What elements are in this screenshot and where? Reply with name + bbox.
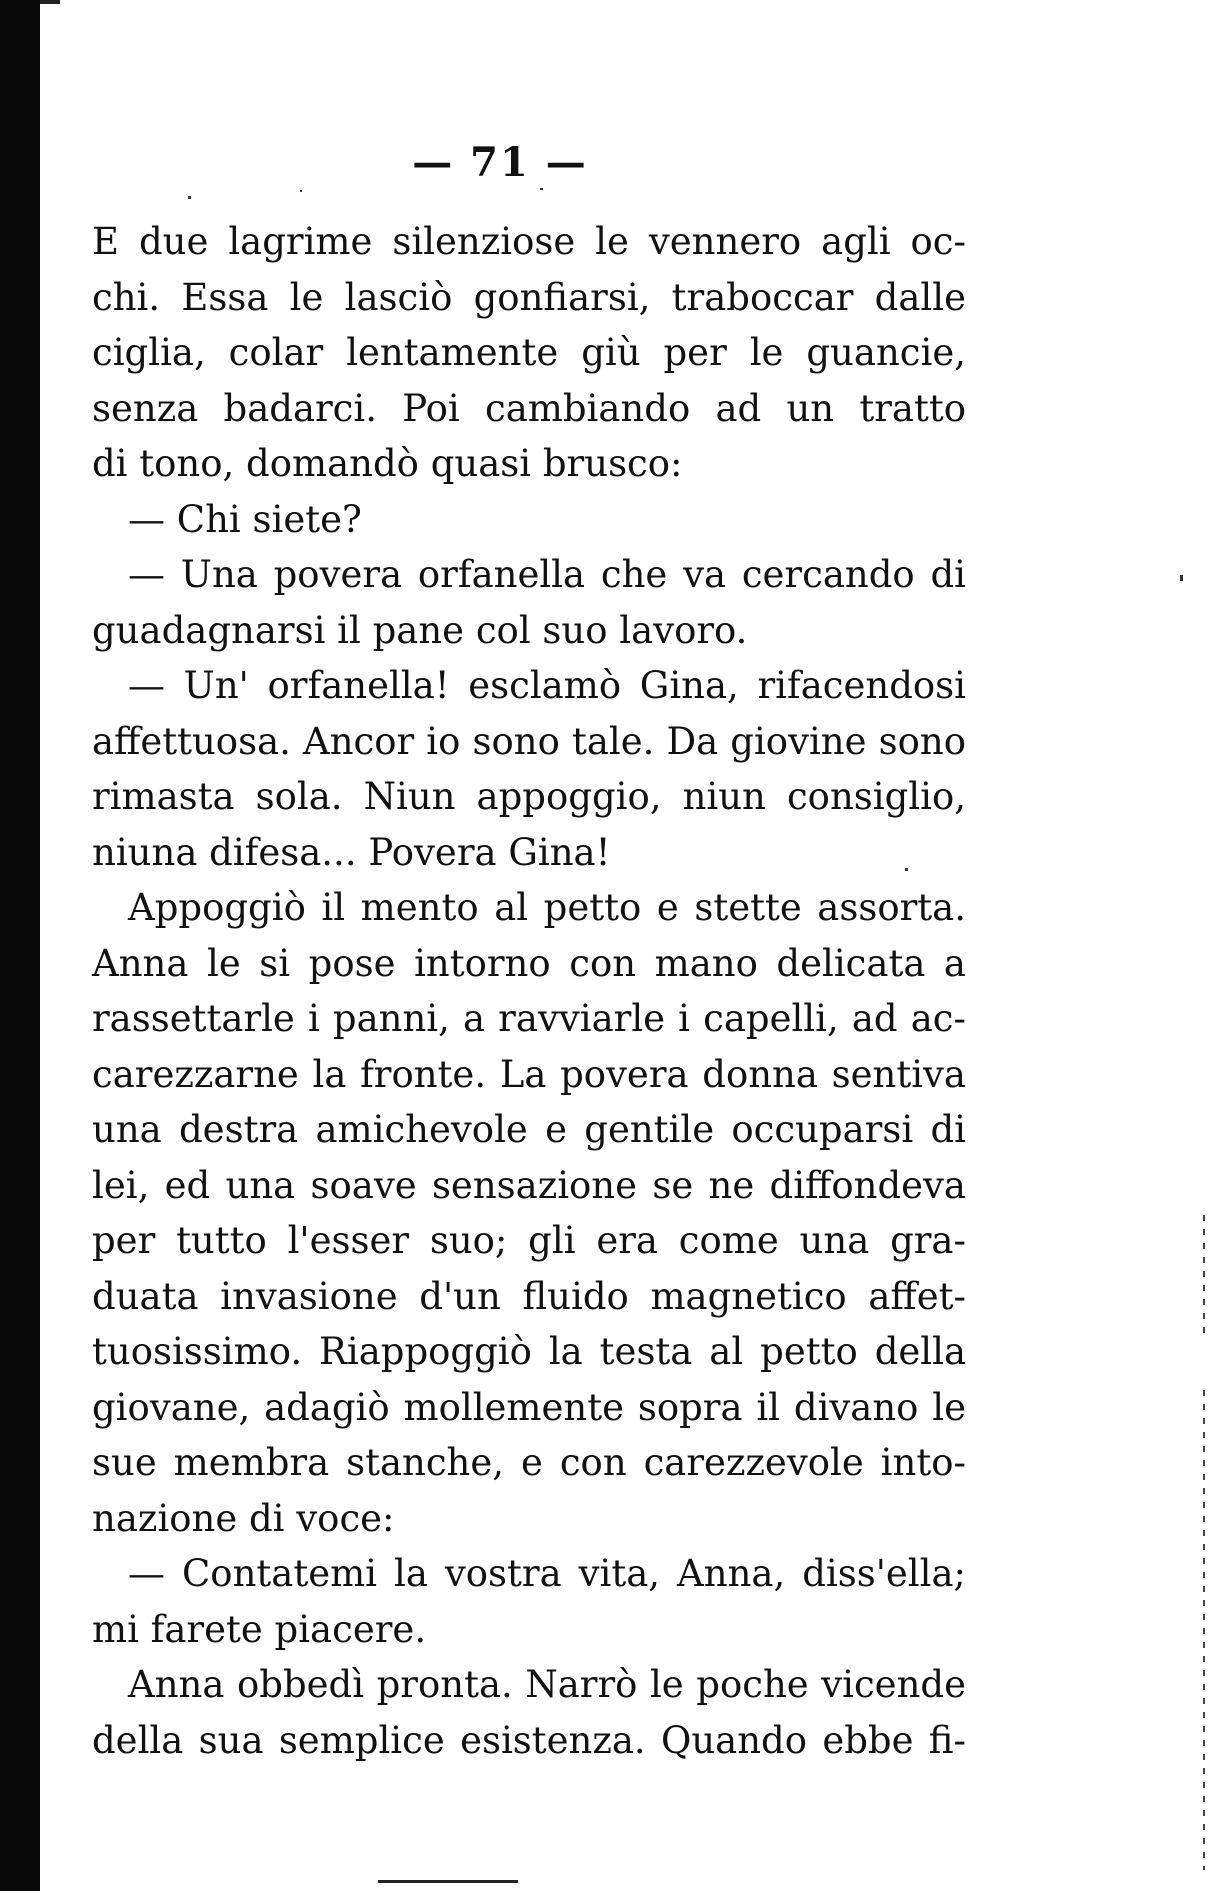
text-line: E due lagrime silenziose le vennero agli oc- xyxy=(92,220,966,263)
text-line: mi farete piacere. xyxy=(92,1607,427,1651)
text-line: carezzarne la fronte. La povera donna sentiva xyxy=(92,1052,966,1096)
text-line: — Una povera orfanella che va cercando di xyxy=(128,553,966,596)
scan-speck xyxy=(300,190,302,192)
text-line: senza badarci. Poi cambiando ad un tratto xyxy=(92,386,966,430)
text-line: giovane, adagiò mollemente sopra il divano le xyxy=(92,1385,966,1429)
scan-speck xyxy=(188,196,191,199)
scan-edge-marks xyxy=(1203,1390,1205,1870)
scan-speck xyxy=(1180,575,1183,581)
text-line: duata invasione d'un fluido magnetico affet- xyxy=(92,1274,966,1318)
scan-speck xyxy=(540,188,543,190)
page-number: — 71 — xyxy=(412,139,588,186)
text-line: — Chi siete? xyxy=(128,497,362,541)
text-line: chi. Essa le lasciò gonfiarsi, traboccar dalle xyxy=(92,275,966,319)
text-line: lei, ed una soave sensazione se ne diffondeva xyxy=(92,1163,966,1207)
text-line: — Contatemi la vostra vita, Anna, diss'ella; xyxy=(128,1552,966,1595)
text-line: ciglia, colar lentamente giù per le guancie, xyxy=(92,331,966,374)
text-line: una destra amichevole e gentile occuparsi di xyxy=(92,1108,966,1151)
text-line: di tono, domandò quasi brusco: xyxy=(92,442,683,485)
text-line: per tutto l'esser suo; gli era come una gra- xyxy=(92,1219,966,1262)
scan-bottom-mark xyxy=(378,1880,518,1883)
text-line: Anna obbedì pronta. Narrò le poche vicende xyxy=(128,1663,966,1706)
text-line: affettuosa. Ancor io sono tale. Da giovine sono xyxy=(92,719,966,763)
text-line: Appoggiò il mento al petto e stette assorta. xyxy=(128,886,966,929)
scan-edge-shadow xyxy=(0,0,40,1891)
text-line: sue membra stanche, e con carezzevole into- xyxy=(92,1441,966,1484)
scan-speck xyxy=(905,868,908,871)
page-body xyxy=(92,214,966,1768)
scan-edge-marks xyxy=(1203,1215,1205,1335)
text-line: della sua semplice esistenza. Quando ebbe fi- xyxy=(92,1718,966,1762)
text-line: guadagnarsi il pane col suo lavoro. xyxy=(92,608,748,652)
text-line: niuna difesa... Povera Gina! xyxy=(92,830,611,874)
text-line: rassettarle i panni, a ravviarle i capelli, ad ac- xyxy=(92,997,966,1040)
scan-speck xyxy=(40,0,60,4)
text-line: — Un' orfanella! esclamò Gina, rifacendosi xyxy=(128,664,966,707)
text-line: tuosissimo. Riappoggiò la testa al petto della xyxy=(92,1330,966,1373)
text-line: rimasta sola. Niun appoggio, niun consiglio, xyxy=(92,775,966,818)
text-line: nazione di voce: xyxy=(92,1496,395,1540)
text-line: Anna le si pose intorno con mano delicata a xyxy=(92,941,966,985)
